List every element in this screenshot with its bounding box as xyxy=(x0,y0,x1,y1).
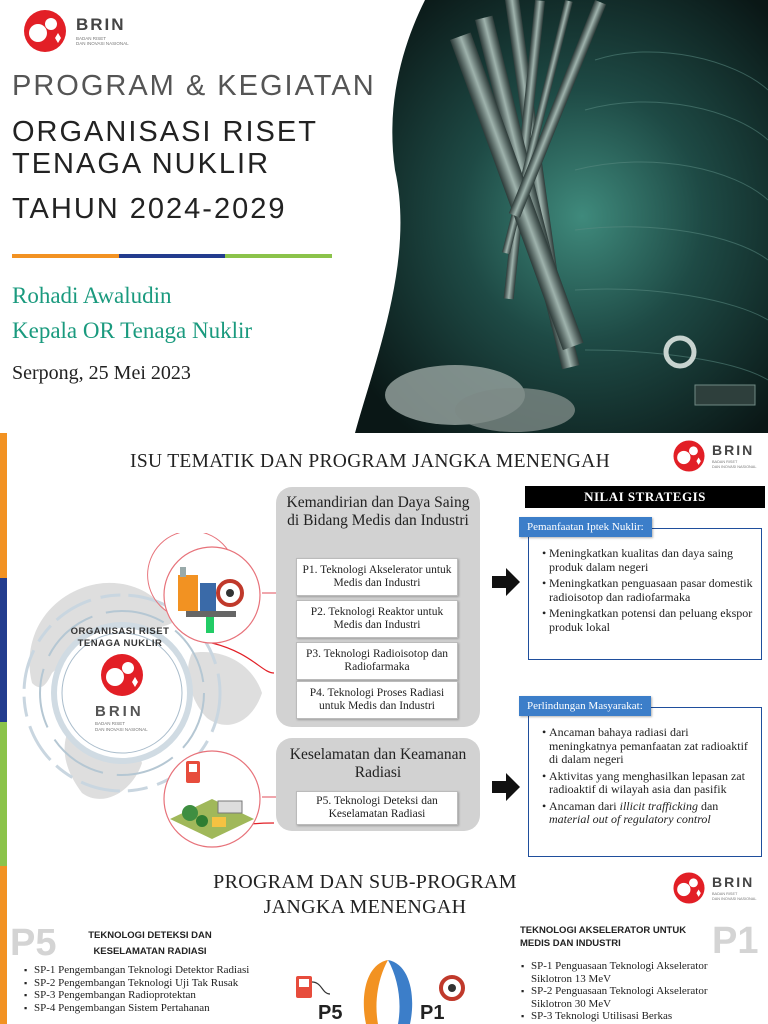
org-label-line-1: ORGANISASI RISET xyxy=(70,626,170,637)
group-title: Kemandirian dan Daya Saing di Bidang Medis dan Industri xyxy=(286,494,470,529)
arrow-right-icon xyxy=(490,771,522,803)
list-item: ▪ SP-4 Pengembangan Sistem Pertahanan xyxy=(24,1002,274,1015)
side-stripe-navy xyxy=(0,578,7,722)
pemanfaatan-box xyxy=(527,521,762,660)
list-item: • Aktivitas yang menghasilkan lepasan zat radioaktif di wilayah asia dan pasifik xyxy=(549,770,753,797)
arrow-right-icon xyxy=(490,566,522,598)
presenter-role: Kepala OR Tenaga Nuklir xyxy=(12,318,253,343)
slide-title-line-2: JANGKA MENENGAH xyxy=(263,896,467,918)
accelerator-icon xyxy=(441,977,463,999)
slide-title xyxy=(140,870,590,920)
brin-mark-icon xyxy=(672,871,706,905)
program-box-p3: P3. Teknologi Radioisotop dan Radiofarmaka xyxy=(296,642,458,680)
pemanfaatan-tab: Pemanfaatan Iptek Nuklir: xyxy=(519,517,652,537)
item-text: dan xyxy=(697,798,719,813)
brin-wordmark: BRIN xyxy=(712,442,755,459)
brin-subtitle-1: BADAN RISET xyxy=(76,35,107,41)
presenter-name: Rohadi Awaludin xyxy=(12,283,172,308)
p5-heading xyxy=(60,928,240,960)
program-box-p1: P1. Teknologi Akselerator untuk Medis dan Industri xyxy=(296,558,458,596)
list-item: ▪ SP-2 Penguasaan Teknologi Akselerator Siklotron 30 MeV xyxy=(521,985,721,1010)
list-item: ▪ SP-1 Penguasaan Teknologi Akselerator Siklotron 13 MeV xyxy=(521,960,721,985)
p1-heading xyxy=(520,924,710,950)
industry-icon xyxy=(156,545,268,645)
title-block xyxy=(12,116,318,180)
globe-brin-subtitle xyxy=(95,721,148,733)
p5-subprogram-list xyxy=(24,964,274,1014)
brin-subtitle-2: DAN INOVASI NASIONAL xyxy=(712,464,757,469)
side-stripe-green xyxy=(0,722,7,866)
p5-badge: P5 xyxy=(10,922,57,964)
program-subprogram-slide xyxy=(0,866,768,1024)
p1-subprogram-list xyxy=(521,960,721,1023)
center-p1-label: P1 xyxy=(420,1002,445,1024)
list-item: ▪ SP-1 Pengembangan Teknologi Detektor Radiasi xyxy=(24,964,274,977)
strategic-issues-slide xyxy=(0,433,768,866)
place-date: Serpong, 25 Mei 2023 xyxy=(12,362,191,384)
brin-logo xyxy=(22,8,129,54)
globe-brin-mark-icon xyxy=(101,654,143,696)
program-box-p2: P2. Teknologi Reaktor untuk Medis dan Industri xyxy=(296,600,458,638)
globe-brin-wordmark: BRIN xyxy=(95,703,144,720)
list-item xyxy=(549,800,753,827)
side-stripe-orange xyxy=(0,866,7,1024)
nilai-strategis-header: NILAI STRATEGIS xyxy=(525,486,765,508)
program-box-p4: P4. Teknologi Proses Radiasi untuk Medis dan Industri xyxy=(296,681,458,719)
perlindungan-box xyxy=(527,700,762,857)
p1-heading-line-1: TEKNOLOGI AKSELERATOR UNTUK xyxy=(520,925,687,936)
environment-detection-icon xyxy=(156,749,268,849)
perlindungan-list xyxy=(529,708,761,836)
item-italic: material out of regulatory control xyxy=(549,812,711,826)
title-line-4: TAHUN 2024-2029 xyxy=(12,193,287,225)
program-cycle-graphic xyxy=(280,952,480,1024)
p1-heading-line-2: MEDIS DAN INDUSTRI xyxy=(520,938,621,949)
list-item: • Ancaman bahaya radiasi dari meningkatnya pemanfaatan zat radioaktif di dalam negeri xyxy=(549,726,753,767)
globe-brin-subtitle-1: BADAN RISET xyxy=(95,721,126,726)
p5-heading-line-1: TEKNOLOGI DETEKSI DAN xyxy=(88,930,212,941)
brin-subtitle-1: BADAN RISET xyxy=(712,460,738,465)
program-box-p5: P5. Teknologi Deteksi dan Keselamatan Radiasi xyxy=(296,791,458,825)
tricolor-divider xyxy=(12,254,332,258)
reactor-photo xyxy=(355,0,768,433)
title-line-1: PROGRAM & KEGIATAN xyxy=(12,70,376,102)
item-text: Ancaman dari xyxy=(549,798,620,813)
slide-title: ISU TEMATIK DAN PROGRAM JANGKA MENENGAH xyxy=(130,451,610,472)
title-slide xyxy=(0,0,768,433)
list-item: ▪ SP-3 Teknologi Utilisasi Berkas xyxy=(521,1010,721,1023)
list-item: • Meningkatkan penguasaan pasar domestik radioisotop dan radiofarmaka xyxy=(549,577,753,604)
p5-heading-line-2: KESELAMATAN RADIASI xyxy=(93,946,207,957)
title-line-2: ORGANISASI RISET xyxy=(12,116,318,148)
slide-title-line-1: PROGRAM DAN SUB-PROGRAM xyxy=(213,871,517,893)
brin-wordmark: BRIN xyxy=(76,14,126,34)
list-item: ▪ SP-3 Pengembangan Radioprotektan xyxy=(24,989,274,1002)
list-item: • Meningkatkan kualitas dan daya saing produk dalam negeri xyxy=(549,547,753,574)
brin-mark-icon xyxy=(672,439,706,473)
globe-brin-subtitle-2: DAN INOVASI NASIONAL xyxy=(95,727,148,732)
brin-subtitle-2: DAN INOVASI NASIONAL xyxy=(76,40,129,46)
item-italic: illicit trafficking xyxy=(619,798,698,813)
brin-wordmark: BRIN xyxy=(712,874,755,891)
list-item: • Meningkatkan potensi dan peluang ekspor produk lokal xyxy=(549,607,753,634)
list-item: ▪ SP-2 Pengembangan Teknologi Uji Tak Rusak xyxy=(24,977,274,990)
perlindungan-tab: Perlindungan Masyarakat: xyxy=(519,696,651,716)
org-label-line-2: TENAGA NUKLIR xyxy=(77,638,163,649)
detector-icon xyxy=(296,976,330,998)
pemanfaatan-list xyxy=(529,529,761,643)
center-p5-label: P5 xyxy=(318,1002,343,1024)
brin-mark-icon xyxy=(22,8,68,54)
brin-subtitle-2: DAN INOVASI NASIONAL xyxy=(712,896,757,901)
group-title: Keselamatan dan Keamanan Radiasi xyxy=(289,746,467,781)
brin-logo xyxy=(672,439,756,473)
p1-badge: P1 xyxy=(712,920,759,962)
brin-logo xyxy=(672,871,756,905)
brin-subtitle-1: BADAN RISET xyxy=(712,892,738,897)
title-line-3: TENAGA NUKLIR xyxy=(12,148,271,180)
